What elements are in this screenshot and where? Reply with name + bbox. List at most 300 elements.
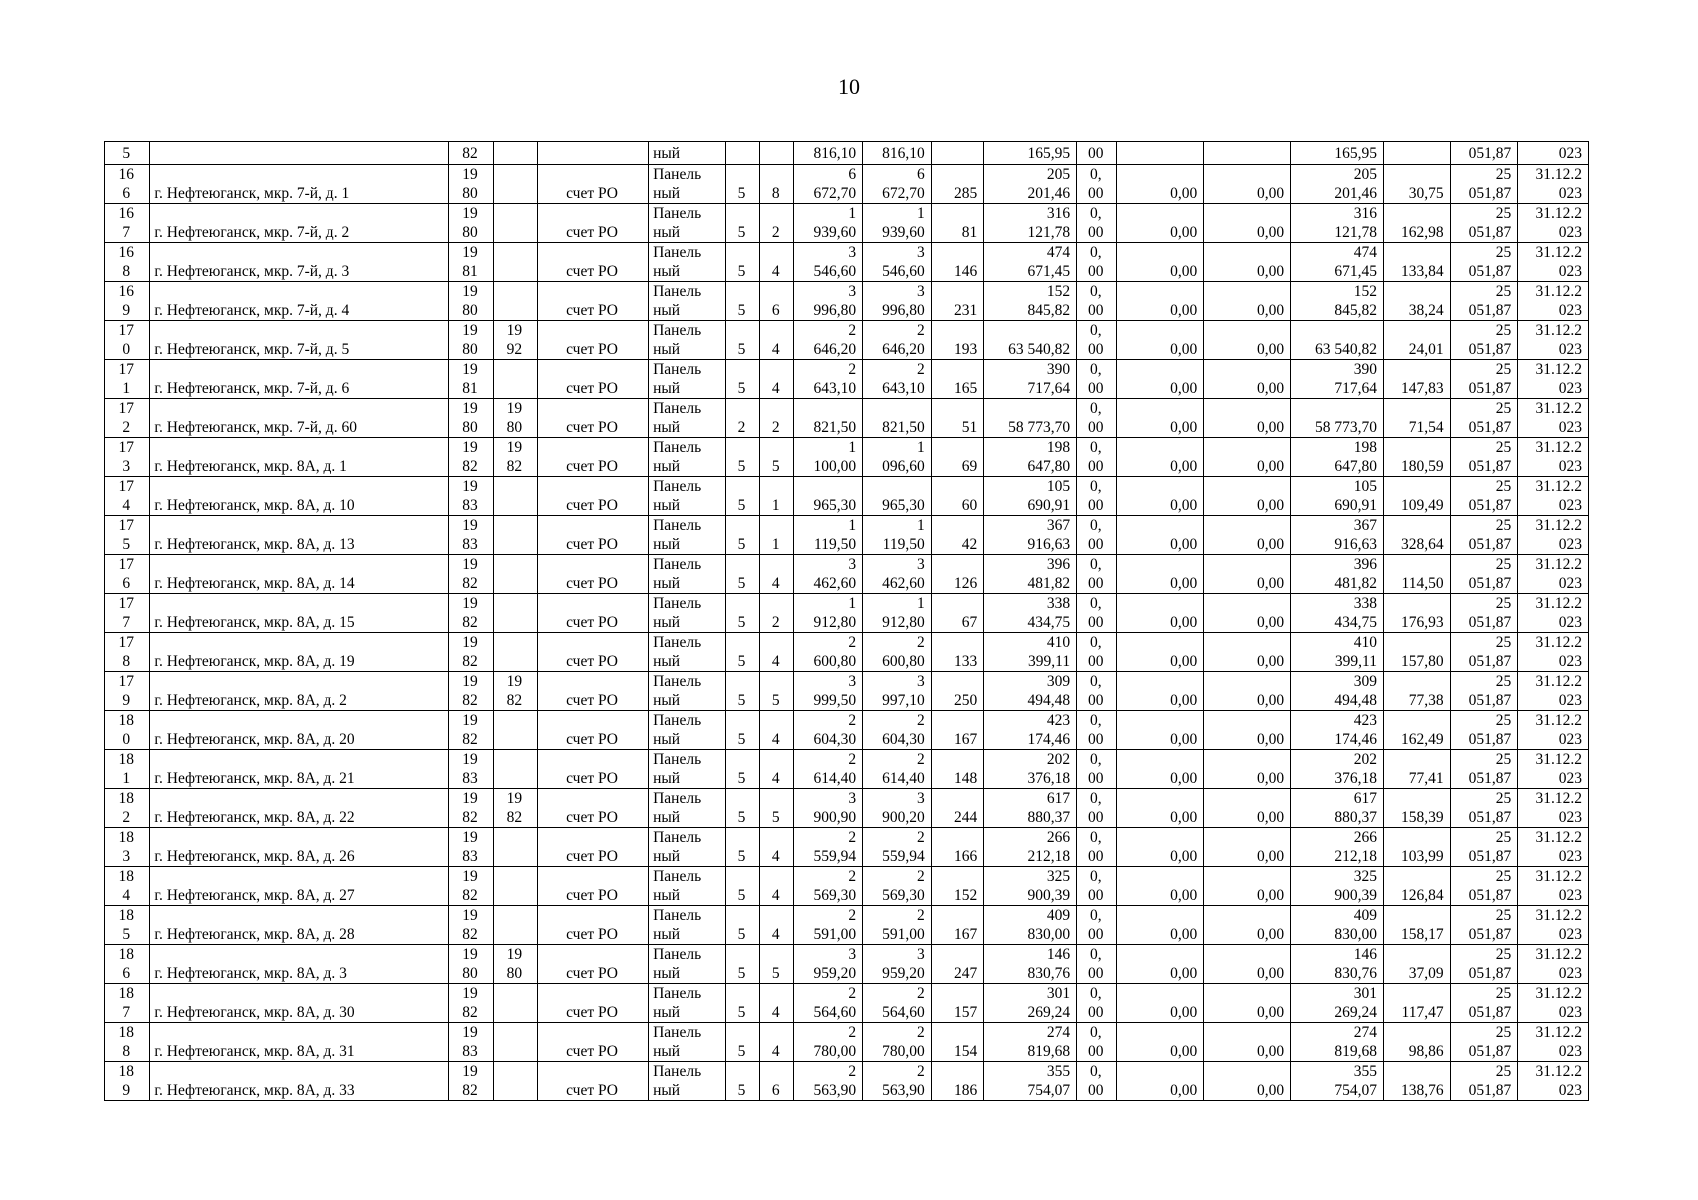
cell-line: 643,10 bbox=[882, 380, 925, 397]
cell-fund-method bbox=[538, 945, 649, 984]
cell-line: 546,60 bbox=[882, 263, 925, 280]
cell-line: 31.12.2 bbox=[1535, 751, 1582, 768]
cell-line: ный bbox=[653, 770, 681, 787]
cell-line: 25 bbox=[1495, 322, 1512, 339]
table-row bbox=[105, 906, 1589, 945]
cell-line: 390 bbox=[1353, 361, 1377, 378]
cell-line: 959,20 bbox=[813, 965, 857, 982]
cell-line: 67 bbox=[961, 614, 978, 631]
cell-line: 023 bbox=[1558, 1043, 1582, 1060]
cell-line: 8 bbox=[771, 185, 780, 202]
cell-line: 423 bbox=[1353, 712, 1377, 729]
cell-line: 0,00 bbox=[1256, 185, 1285, 202]
cell-max-cost-per-sqm bbox=[1450, 1062, 1518, 1101]
cell-completion-date bbox=[1518, 360, 1589, 399]
cell-line: 269,24 bbox=[1334, 1004, 1377, 1021]
cell-owners-funds bbox=[1291, 906, 1384, 945]
cell-residents bbox=[931, 594, 983, 633]
cell-floors bbox=[725, 1062, 759, 1101]
cell-line: 316 bbox=[1046, 205, 1071, 222]
cell-line: 5 bbox=[122, 926, 131, 943]
cell-line: 42 bbox=[961, 536, 978, 553]
cell-line: г. Нефтеюганск, мкр. 8А, д. 26 bbox=[154, 848, 355, 865]
cell-total-area bbox=[794, 204, 863, 243]
cell-wall-material bbox=[649, 594, 726, 633]
cell-line: 82 bbox=[462, 614, 478, 631]
cell-max-cost-per-sqm bbox=[1450, 555, 1518, 594]
cell-fund-method bbox=[538, 984, 649, 1023]
cell-cost-share-c bbox=[1204, 984, 1291, 1023]
cell-wall-material bbox=[649, 906, 726, 945]
cell-line: 4 bbox=[771, 1004, 780, 1021]
cell-line: 146 bbox=[1046, 946, 1071, 963]
cell-cost-share-c bbox=[1204, 555, 1291, 594]
cell-line: Панель bbox=[653, 1024, 702, 1041]
cell-line: 2 bbox=[916, 868, 925, 885]
cell-line: 5 bbox=[737, 185, 746, 202]
cell-cost-share-b bbox=[1117, 672, 1204, 711]
cell-line: 023 bbox=[1558, 185, 1582, 202]
cell-fund-method bbox=[538, 633, 649, 672]
cell-line: 19 bbox=[506, 946, 523, 963]
cell-line: Панель bbox=[653, 244, 702, 261]
cell-row-number bbox=[105, 750, 150, 789]
cell-line: 916,63 bbox=[1334, 536, 1377, 553]
cell-cost-share-a bbox=[1077, 243, 1117, 282]
cell-entrances bbox=[760, 906, 794, 945]
cell-line: Панель bbox=[653, 400, 702, 417]
cell-line: 176,93 bbox=[1400, 614, 1444, 631]
cell-line: 4 bbox=[771, 887, 780, 904]
cell-line: г. Нефтеюганск, мкр. 8А, д. 30 bbox=[154, 1004, 355, 1021]
cell-line: 614,40 bbox=[882, 770, 925, 787]
cell-owners-funds bbox=[1291, 594, 1384, 633]
cell-floors bbox=[725, 165, 759, 204]
cell-owners-funds bbox=[1291, 360, 1384, 399]
cell-line: 152 bbox=[953, 887, 978, 904]
cell-cost-per-sqm bbox=[1383, 945, 1450, 984]
cell-line: 157 bbox=[953, 1004, 978, 1021]
cell-total-cost bbox=[984, 204, 1077, 243]
cell-line: 4 bbox=[122, 887, 131, 904]
cell-cost-share-c bbox=[1204, 282, 1291, 321]
cell-cost-share-a bbox=[1077, 438, 1117, 477]
cell-line: 6 bbox=[848, 166, 857, 183]
cell-line: 3 bbox=[848, 244, 857, 261]
cell-wall-material bbox=[649, 204, 726, 243]
cell-cost-share-c bbox=[1204, 867, 1291, 906]
cell-line: 5 bbox=[771, 692, 780, 709]
cell-line: 023 bbox=[1558, 380, 1582, 397]
cell-cost-share-c bbox=[1204, 516, 1291, 555]
cell-cost-share-b bbox=[1117, 555, 1204, 594]
cell-line: 174,46 bbox=[1334, 731, 1377, 748]
cell-line: 0, bbox=[1089, 907, 1102, 924]
cell-cost-share-a bbox=[1077, 1062, 1117, 1101]
cell-line: 390 bbox=[1046, 361, 1071, 378]
cell-line: 023 bbox=[1558, 536, 1582, 553]
cell-completion-date bbox=[1518, 477, 1589, 516]
cell-row-number bbox=[105, 204, 150, 243]
cell-line: 5 bbox=[737, 575, 746, 592]
cell-living-area bbox=[863, 594, 932, 633]
cell-line: 051,87 bbox=[1468, 653, 1512, 670]
cell-line: 4 bbox=[771, 731, 780, 748]
cell-line: 00 bbox=[1088, 848, 1104, 865]
table-row bbox=[105, 165, 1589, 204]
cell-completion-date bbox=[1518, 516, 1589, 555]
cell-line: 4 bbox=[771, 263, 780, 280]
cell-cost-share-b bbox=[1117, 750, 1204, 789]
table-row bbox=[105, 243, 1589, 282]
cell-line: 186 bbox=[953, 1082, 978, 1099]
cell-line: 900,39 bbox=[1334, 887, 1377, 904]
cell-line: 0,00 bbox=[1170, 692, 1198, 709]
cell-line: 19 bbox=[462, 361, 478, 378]
cell-line: 023 bbox=[1558, 887, 1582, 904]
cell-living-area bbox=[863, 867, 932, 906]
cell-line: 600,80 bbox=[813, 653, 857, 670]
cell-wall-material bbox=[649, 142, 726, 165]
cell-line: 3 bbox=[848, 790, 857, 807]
cell-entrances bbox=[760, 945, 794, 984]
cell-line: 77,38 bbox=[1408, 692, 1444, 709]
cell-line: 023 bbox=[1558, 263, 1582, 280]
cell-line: 2 bbox=[916, 322, 925, 339]
cell-fund-method bbox=[538, 672, 649, 711]
cell-line: 37,09 bbox=[1408, 965, 1444, 982]
cell-line: 647,80 bbox=[1027, 458, 1071, 475]
cell-total-cost bbox=[984, 789, 1077, 828]
cell-line: 0,00 bbox=[1256, 809, 1285, 826]
cell-line: 023 bbox=[1558, 965, 1582, 982]
cell-cost-share-c bbox=[1204, 438, 1291, 477]
cell-total-cost bbox=[984, 555, 1077, 594]
cell-floors bbox=[725, 477, 759, 516]
cell-line: 2 bbox=[771, 224, 780, 241]
cell-floors bbox=[725, 828, 759, 867]
cell-line: 00 bbox=[1088, 497, 1104, 514]
cell-line: г. Нефтеюганск, мкр. 7-й, д. 5 bbox=[154, 341, 350, 358]
cell-line: 5 bbox=[771, 458, 780, 475]
cell-line: 717,64 bbox=[1027, 380, 1071, 397]
cell-residents bbox=[931, 711, 983, 750]
cell-residents bbox=[931, 672, 983, 711]
cell-line: Панель bbox=[653, 907, 702, 924]
cell-address bbox=[150, 945, 449, 984]
cell-line: г. Нефтеюганск, мкр. 8А, д. 2 bbox=[154, 692, 347, 709]
cell-line: счет РО bbox=[566, 692, 619, 709]
cell-cost-share-b bbox=[1117, 243, 1204, 282]
cell-line: 25 bbox=[1495, 439, 1512, 456]
cell-wall-material bbox=[649, 516, 726, 555]
cell-total-area bbox=[794, 867, 863, 906]
cell-line: 3 bbox=[848, 946, 857, 963]
cell-line: 18 bbox=[118, 985, 134, 1002]
cell-completion-date bbox=[1518, 906, 1589, 945]
cell-entrances bbox=[760, 399, 794, 438]
cell-total-cost bbox=[984, 1062, 1077, 1101]
cell-line: 051,87 bbox=[1468, 458, 1512, 475]
cell-entrances bbox=[760, 516, 794, 555]
cell-line: 250 bbox=[953, 692, 978, 709]
cell-line: 423 bbox=[1046, 712, 1071, 729]
cell-line: 19 bbox=[506, 322, 523, 339]
cell-line: 0, bbox=[1089, 244, 1102, 261]
cell-line: 25 bbox=[1495, 556, 1512, 573]
cell-living-area bbox=[863, 945, 932, 984]
cell-max-cost-per-sqm bbox=[1450, 633, 1518, 672]
cell-line: 31.12.2 bbox=[1535, 985, 1582, 1002]
cell-wall-material bbox=[649, 828, 726, 867]
cell-line: 0,00 bbox=[1256, 575, 1285, 592]
cell-line: ный bbox=[653, 965, 681, 982]
cell-year-overhaul bbox=[493, 1023, 537, 1062]
cell-address bbox=[150, 1062, 449, 1101]
cell-total-cost bbox=[984, 984, 1077, 1023]
cell-line: 0, bbox=[1089, 322, 1102, 339]
cell-line: 569,30 bbox=[882, 887, 925, 904]
cell-line: 0, bbox=[1089, 946, 1102, 963]
cell-line: 00 bbox=[1088, 809, 1104, 826]
cell-completion-date bbox=[1518, 633, 1589, 672]
cell-line: 31.12.2 bbox=[1535, 322, 1582, 339]
cell-cost-per-sqm bbox=[1383, 516, 1450, 555]
cell-line: 25 bbox=[1495, 946, 1512, 963]
cell-line: ный bbox=[653, 341, 681, 358]
cell-year-built bbox=[449, 516, 493, 555]
cell-year-built bbox=[449, 594, 493, 633]
cell-line: 023 bbox=[1558, 419, 1582, 436]
cell-floors bbox=[725, 1023, 759, 1062]
cell-line: 2 bbox=[916, 712, 925, 729]
cell-line: ный bbox=[653, 1004, 681, 1021]
cell-line: 0, bbox=[1089, 361, 1102, 378]
cell-total-area bbox=[794, 1023, 863, 1062]
cell-line: 2 bbox=[848, 907, 857, 924]
cell-total-area bbox=[794, 282, 863, 321]
cell-line: счет РО bbox=[566, 536, 619, 553]
cell-entrances bbox=[760, 789, 794, 828]
cell-line: 051,87 bbox=[1468, 770, 1512, 787]
cell-address bbox=[150, 711, 449, 750]
cell-address bbox=[150, 516, 449, 555]
cell-line: 0, bbox=[1089, 712, 1102, 729]
table-row bbox=[105, 360, 1589, 399]
cell-entrances bbox=[760, 633, 794, 672]
cell-total-cost bbox=[984, 516, 1077, 555]
cell-line: 023 bbox=[1558, 770, 1582, 787]
cell-line: 38,24 bbox=[1408, 302, 1444, 319]
cell-line: счет РО bbox=[566, 302, 619, 319]
cell-line: 023 bbox=[1558, 926, 1582, 943]
cell-line: 051,87 bbox=[1468, 419, 1512, 436]
cell-entrances bbox=[760, 165, 794, 204]
cell-completion-date bbox=[1518, 594, 1589, 633]
cell-line: 82 bbox=[462, 653, 478, 670]
cell-line: ный bbox=[653, 224, 681, 241]
cell-line: 00 bbox=[1088, 224, 1104, 241]
cell-line: г. Нефтеюганск, мкр. 8А, д. 15 bbox=[154, 614, 355, 631]
cell-line: 0,00 bbox=[1256, 341, 1285, 358]
cell-total-cost bbox=[984, 594, 1077, 633]
cell-line: 80 bbox=[462, 302, 478, 319]
cell-line: 051,87 bbox=[1468, 575, 1512, 592]
cell-line: 819,68 bbox=[1334, 1043, 1377, 1060]
cell-line: 996,80 bbox=[882, 302, 925, 319]
cell-line: 5 bbox=[737, 458, 746, 475]
cell-address bbox=[150, 906, 449, 945]
cell-line: 5 bbox=[737, 692, 746, 709]
cell-line: 309 bbox=[1046, 673, 1071, 690]
cell-line: 00 bbox=[1088, 887, 1104, 904]
cell-line: 023 bbox=[1558, 614, 1582, 631]
cell-line: 25 bbox=[1495, 751, 1512, 768]
cell-address bbox=[150, 789, 449, 828]
cell-line: г. Нефтеюганск, мкр. 8А, д. 33 bbox=[154, 1082, 355, 1099]
cell-entrances bbox=[760, 711, 794, 750]
table-row bbox=[105, 1062, 1589, 1101]
cell-line: счет РО bbox=[566, 614, 619, 631]
cell-cost-share-b bbox=[1117, 204, 1204, 243]
cell-total-area bbox=[794, 321, 863, 360]
cell-fund-method bbox=[538, 438, 649, 477]
cell-cost-share-a bbox=[1077, 282, 1117, 321]
cell-cost-share-a bbox=[1077, 1023, 1117, 1062]
cell-line: 19 bbox=[462, 439, 478, 456]
cell-fund-method bbox=[538, 399, 649, 438]
cell-max-cost-per-sqm bbox=[1450, 165, 1518, 204]
cell-owners-funds bbox=[1291, 672, 1384, 711]
cell-line: 0,00 bbox=[1170, 926, 1198, 943]
cell-year-built bbox=[449, 789, 493, 828]
cell-line: 959,20 bbox=[882, 965, 925, 982]
cell-completion-date bbox=[1518, 750, 1589, 789]
cell-line: 965,30 bbox=[813, 497, 857, 514]
cell-entrances bbox=[760, 1023, 794, 1062]
cell-total-area bbox=[794, 750, 863, 789]
cell-wall-material bbox=[649, 1062, 726, 1101]
cell-total-cost bbox=[984, 321, 1077, 360]
cell-living-area bbox=[863, 672, 932, 711]
cell-line: г. Нефтеюганск, мкр. 7-й, д. 2 bbox=[154, 224, 350, 241]
cell-line: г. Нефтеюганск, мкр. 7-й, д. 60 bbox=[154, 419, 357, 436]
cell-year-overhaul bbox=[493, 282, 537, 321]
cell-line: ный bbox=[653, 263, 681, 280]
cell-completion-date bbox=[1518, 142, 1589, 165]
cell-line: 109,49 bbox=[1400, 497, 1444, 514]
cell-living-area bbox=[863, 321, 932, 360]
cell-line: 166 bbox=[953, 848, 978, 865]
cell-line: 2 bbox=[916, 751, 925, 768]
cell-owners-funds bbox=[1291, 204, 1384, 243]
cell-year-overhaul bbox=[493, 711, 537, 750]
cell-cost-per-sqm bbox=[1383, 1062, 1450, 1101]
cell-line: 0, bbox=[1089, 595, 1102, 612]
cell-year-overhaul bbox=[493, 165, 537, 204]
cell-line: 051,87 bbox=[1468, 926, 1512, 943]
cell-line: 367 bbox=[1353, 517, 1377, 534]
cell-floors bbox=[725, 750, 759, 789]
cell-line: 0,00 bbox=[1170, 731, 1198, 748]
cell-line: 19 bbox=[462, 166, 478, 183]
cell-line: счет РО bbox=[566, 224, 619, 241]
cell-line: 309 bbox=[1353, 673, 1377, 690]
cell-line: 82 bbox=[462, 575, 478, 592]
cell-residents bbox=[931, 1062, 983, 1101]
table-row bbox=[105, 516, 1589, 555]
cell-line: 5 bbox=[122, 536, 131, 553]
table-row bbox=[105, 750, 1589, 789]
cell-line: 1 bbox=[848, 439, 857, 456]
cell-max-cost-per-sqm bbox=[1450, 945, 1518, 984]
cell-owners-funds bbox=[1291, 945, 1384, 984]
cell-line: 24,01 bbox=[1408, 341, 1444, 358]
cell-line: 17 bbox=[118, 400, 134, 417]
cell-line: 051,87 bbox=[1468, 887, 1512, 904]
cell-line: Панель bbox=[653, 712, 702, 729]
cell-owners-funds bbox=[1291, 321, 1384, 360]
cell-line: 2 bbox=[916, 829, 925, 846]
cell-residents bbox=[931, 477, 983, 516]
cell-line: 819,68 bbox=[1027, 1043, 1071, 1060]
cell-fund-method bbox=[538, 142, 649, 165]
cell-residents bbox=[931, 789, 983, 828]
cell-total-area bbox=[794, 516, 863, 555]
cell-line: счет РО bbox=[566, 380, 619, 397]
cell-line: 051,87 bbox=[1468, 341, 1512, 358]
cell-cost-per-sqm bbox=[1383, 867, 1450, 906]
cell-line: 19 bbox=[506, 790, 523, 807]
cell-cost-share-b bbox=[1117, 945, 1204, 984]
cell-line: 31.12.2 bbox=[1535, 1024, 1582, 1041]
cell-cost-share-c bbox=[1204, 243, 1291, 282]
cell-floors bbox=[725, 282, 759, 321]
cell-line: 051,87 bbox=[1468, 263, 1512, 280]
cell-cost-per-sqm bbox=[1383, 633, 1450, 672]
cell-line: 8 bbox=[122, 1043, 131, 1060]
cell-completion-date bbox=[1518, 1062, 1589, 1101]
cell-line: 023 bbox=[1558, 731, 1582, 748]
cell-total-area bbox=[794, 477, 863, 516]
cell-line: 17 bbox=[118, 517, 134, 534]
cell-line: 0 bbox=[122, 341, 131, 358]
cell-row-number bbox=[105, 399, 150, 438]
cell-cost-share-c bbox=[1204, 321, 1291, 360]
cell-line: 2 bbox=[916, 361, 925, 378]
cell-line: 31.12.2 bbox=[1535, 868, 1582, 885]
cell-fund-method bbox=[538, 1023, 649, 1062]
cell-line: 564,60 bbox=[813, 1004, 857, 1021]
cell-line: 17 bbox=[118, 556, 134, 573]
table-row bbox=[105, 672, 1589, 711]
cell-max-cost-per-sqm bbox=[1450, 711, 1518, 750]
cell-cost-per-sqm bbox=[1383, 165, 1450, 204]
cell-line: 754,07 bbox=[1334, 1082, 1377, 1099]
cell-line: ный bbox=[653, 848, 681, 865]
cell-line: 202 bbox=[1046, 751, 1071, 768]
cell-total-area bbox=[794, 438, 863, 477]
cell-line: 617 bbox=[1046, 790, 1071, 807]
cell-cost-per-sqm bbox=[1383, 399, 1450, 438]
cell-line: 0,00 bbox=[1170, 185, 1198, 202]
cell-living-area bbox=[863, 399, 932, 438]
cell-entrances bbox=[760, 360, 794, 399]
cell-wall-material bbox=[649, 1023, 726, 1062]
cell-total-area bbox=[794, 243, 863, 282]
cell-entrances bbox=[760, 750, 794, 789]
cell-line: 409 bbox=[1353, 907, 1377, 924]
